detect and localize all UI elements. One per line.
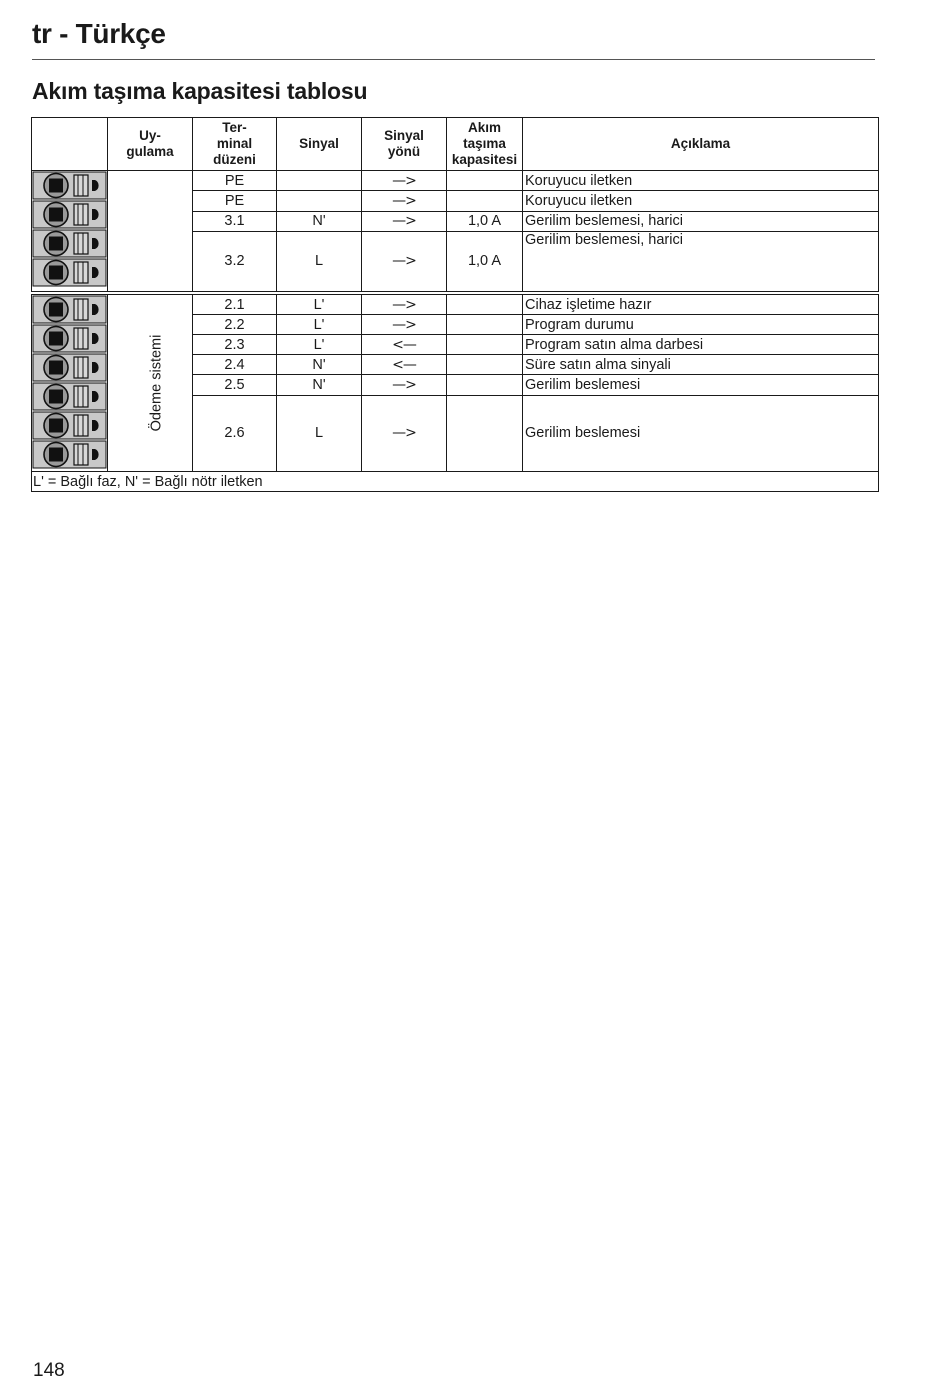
signal-cell (277, 191, 362, 211)
capacity-column-header (447, 118, 523, 171)
terminal-cell: 2.3 (193, 335, 277, 355)
signal-cell: L' (277, 295, 362, 315)
direction-cell: —> (362, 375, 447, 395)
header-line: Uy- (139, 128, 161, 143)
signal-cell: L' (277, 315, 362, 335)
terminal-slot-icon (33, 354, 106, 381)
capacity-cell (447, 335, 523, 355)
terminal-cell: 3.1 (193, 211, 277, 231)
description-cell: Program durumu (523, 315, 879, 335)
terminal-cell: 2.6 (193, 395, 277, 471)
signal-cell: N' (277, 355, 362, 375)
header-line: Ter- (222, 120, 247, 135)
capacity-cell (447, 355, 523, 375)
footnote-row (32, 472, 879, 492)
direction-cell: —> (362, 191, 447, 211)
application-cell (108, 295, 193, 472)
application-cell (108, 171, 193, 292)
terminal-cell: 2.2 (193, 315, 277, 335)
table-row (32, 171, 879, 191)
header-line: Akım (467, 120, 501, 135)
direction-cell: <— (362, 335, 447, 355)
capacity-cell: 1,0 A (447, 211, 523, 231)
description-cell: Program satın alma darbesi (523, 335, 879, 355)
footnote: L' = Bağlı faz, N' = Bağlı nötr iletken (32, 472, 879, 492)
terminal-block-icon (32, 295, 108, 471)
terminal-cell: 2.5 (193, 375, 277, 395)
signal-cell: L' (277, 335, 362, 355)
application-column-header (108, 118, 193, 171)
terminal-cell: PE (193, 171, 277, 191)
description-cell: Koruyucu iletken (523, 171, 879, 191)
terminal-block-image (32, 171, 108, 292)
header-line: düzeni (213, 152, 256, 167)
table-header-row (32, 118, 879, 171)
capacity-cell (447, 191, 523, 211)
terminal-cell: 2.1 (193, 295, 277, 315)
terminal-cell: PE (193, 191, 277, 211)
direction-cell: —> (362, 211, 447, 231)
terminal-slot-icon (33, 441, 106, 468)
terminal-slot-icon (33, 172, 106, 199)
capacity-cell (447, 295, 523, 315)
terminal-slot-icon (33, 296, 106, 323)
description-cell: Cihaz işletime hazır (523, 295, 879, 315)
direction-cell: —> (362, 395, 447, 471)
image-column-header (32, 118, 108, 171)
terminal-cell: 3.2 (193, 231, 277, 291)
terminal-cell: 2.4 (193, 355, 277, 375)
signal-cell: N' (277, 375, 362, 395)
terminal-slot-icon (33, 230, 106, 257)
terminal-block-image (32, 295, 108, 472)
terminal-slot-icon (33, 383, 106, 410)
language-header: tr - Türkçe (32, 18, 166, 49)
signal-cell: L (277, 395, 362, 471)
terminal-slot-icon (33, 201, 106, 228)
direction-cell: —> (362, 231, 447, 291)
signal-cell: L (277, 231, 362, 291)
header-line: Sinyal (384, 128, 424, 143)
terminal-block-icon (32, 171, 108, 291)
application-vertical-label: Ödeme sistemi (148, 334, 165, 432)
description-cell: Koruyucu iletken (523, 191, 879, 211)
direction-column-header (362, 118, 447, 171)
terminal-slot-icon (33, 412, 106, 439)
header-line: yönü (387, 144, 421, 159)
signal-cell: N' (277, 211, 362, 231)
header-line: taşıma (463, 136, 506, 151)
direction-cell: —> (362, 295, 447, 315)
capacity-cell (447, 171, 523, 191)
description-column-header: Açıklama (523, 118, 879, 171)
page-number: 148 (33, 1360, 65, 1381)
header-divider (32, 59, 875, 60)
capacity-cell: 1,0 A (447, 231, 523, 291)
terminal-slot-icon (33, 259, 106, 286)
terminal-slot-icon (33, 325, 106, 352)
description-cell: Gerilim beslemesi, harici (523, 231, 879, 291)
description-cell: Süre satın alma sinyali (523, 355, 879, 375)
signal-column-header: Sinyal (277, 118, 362, 171)
signal-cell (277, 171, 362, 191)
current-capacity-table (31, 117, 879, 492)
capacity-cell (447, 375, 523, 395)
header-line: gulama (126, 144, 174, 159)
description-cell: Gerilim beslemesi (523, 395, 879, 471)
header-line: kapasitesi (451, 152, 518, 167)
description-cell: Gerilim beslemesi (523, 375, 879, 395)
terminal-column-header (193, 118, 277, 171)
direction-cell: —> (362, 315, 447, 335)
direction-cell: <— (362, 355, 447, 375)
header-line: minal (216, 136, 253, 151)
direction-cell: —> (362, 171, 447, 191)
section-title: Akım taşıma kapasitesi tablosu (32, 78, 368, 104)
capacity-cell (447, 395, 523, 471)
description-cell: Gerilim beslemesi, harici (523, 211, 879, 231)
table-row (32, 295, 879, 315)
capacity-cell (447, 315, 523, 335)
